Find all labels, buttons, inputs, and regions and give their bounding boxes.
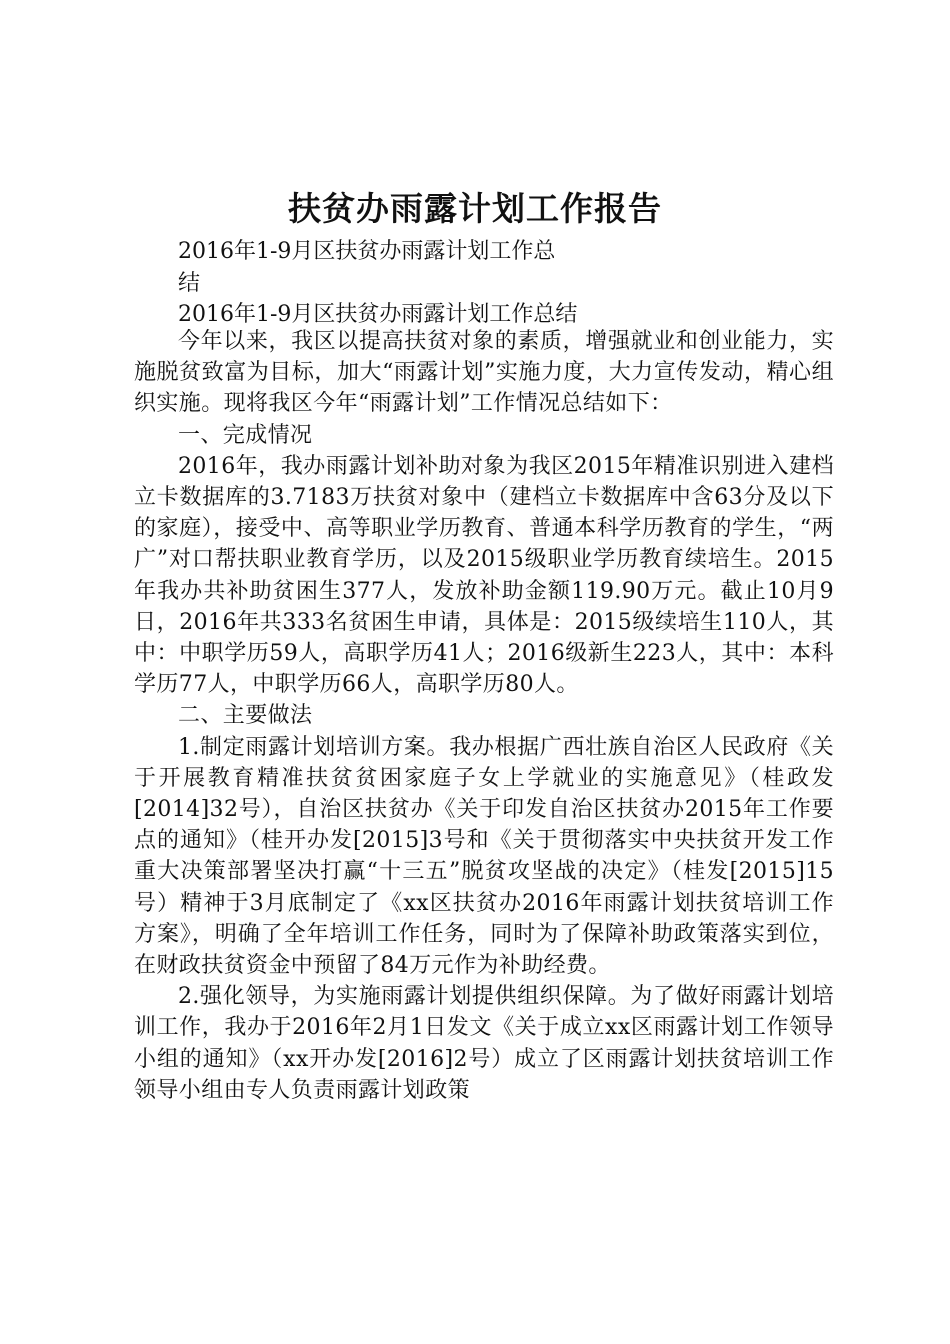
paragraph-completion: 2016年，我办雨露计划补助对象为我区2015年精准识别进入建档立卡数据库的3.7183万扶贫对象中（建档立卡数据库中含63分及以下的家庭），接受中、高等职业学历教育、普通本科学历教育的学生，“两广”对口帮扶职业教育学历，以及2015级职业学历教育续培生。2015年我办共补助贫困生377人，发放补助金额119.90万元。截止10月9日，2016年共333名贫困生申请，具体是：2015级续培生110人，其中：中职学历59人，高职学历41人；2016级新生223人，其中：本科学历77人，中职学历66人，高职学历80人。	[134, 453, 834, 698]
document-subtitle: 2016年1-9月区扶贫办雨露计划工作总结	[178, 302, 578, 327]
paragraph-intro: 今年以来，我区以提高扶贫对象的素质，增强就业和创业能力，实施脱贫致富为目标，加大“雨露计划”实施力度，大力宣传发动，精心组织实施。现将我区今年“雨露计划”工作情况总结如下：	[134, 329, 834, 417]
document-title: 扶贫办雨露计划工作报告	[288, 189, 662, 228]
section-heading-methods: 二、主要做法	[178, 703, 313, 729]
document-subtitle-wrapped: 2016年1-9月区扶贫办雨露计划工作总 结	[178, 239, 556, 296]
document-body	[134, 326, 834, 1106]
paragraph-method-2: 2.强化领导，为实施雨露计划提供组织保障。为了做好雨露计划培训工作，我办于2016年2月1日发文《关于成立xx区雨露计划工作领导小组的通知》（xx开办发[2016]2号）成立了区雨露计划扶贫培训工作领导小组由专人负责雨露计划政策	[134, 984, 834, 1103]
paragraph-method-1: 1.制定雨露计划培训方案。我办根据广西壮族自治区人民政府《关于开展教育精准扶贫贫困家庭子女上学就业的实施意见》（桂政发[2014]32号），自治区扶贫办《关于印发自治区扶贫办2015年工作要点的通知》（桂开办发[2015]3号和《关于贯彻落实中央扶贫开发工作重大决策部署坚决打赢“十三五”脱贫攻坚战的决定》（桂发[2015]15号）精神于3月底制定了《xx区扶贫办2016年雨露计划扶贫培训工作方案》，明确了全年培训工作任务，同时为了保障补助政策落实到位，在财政扶贫资金中预留了84万元作为补助经费。	[134, 734, 834, 979]
section-heading-completion: 一、完成情况	[178, 422, 313, 448]
